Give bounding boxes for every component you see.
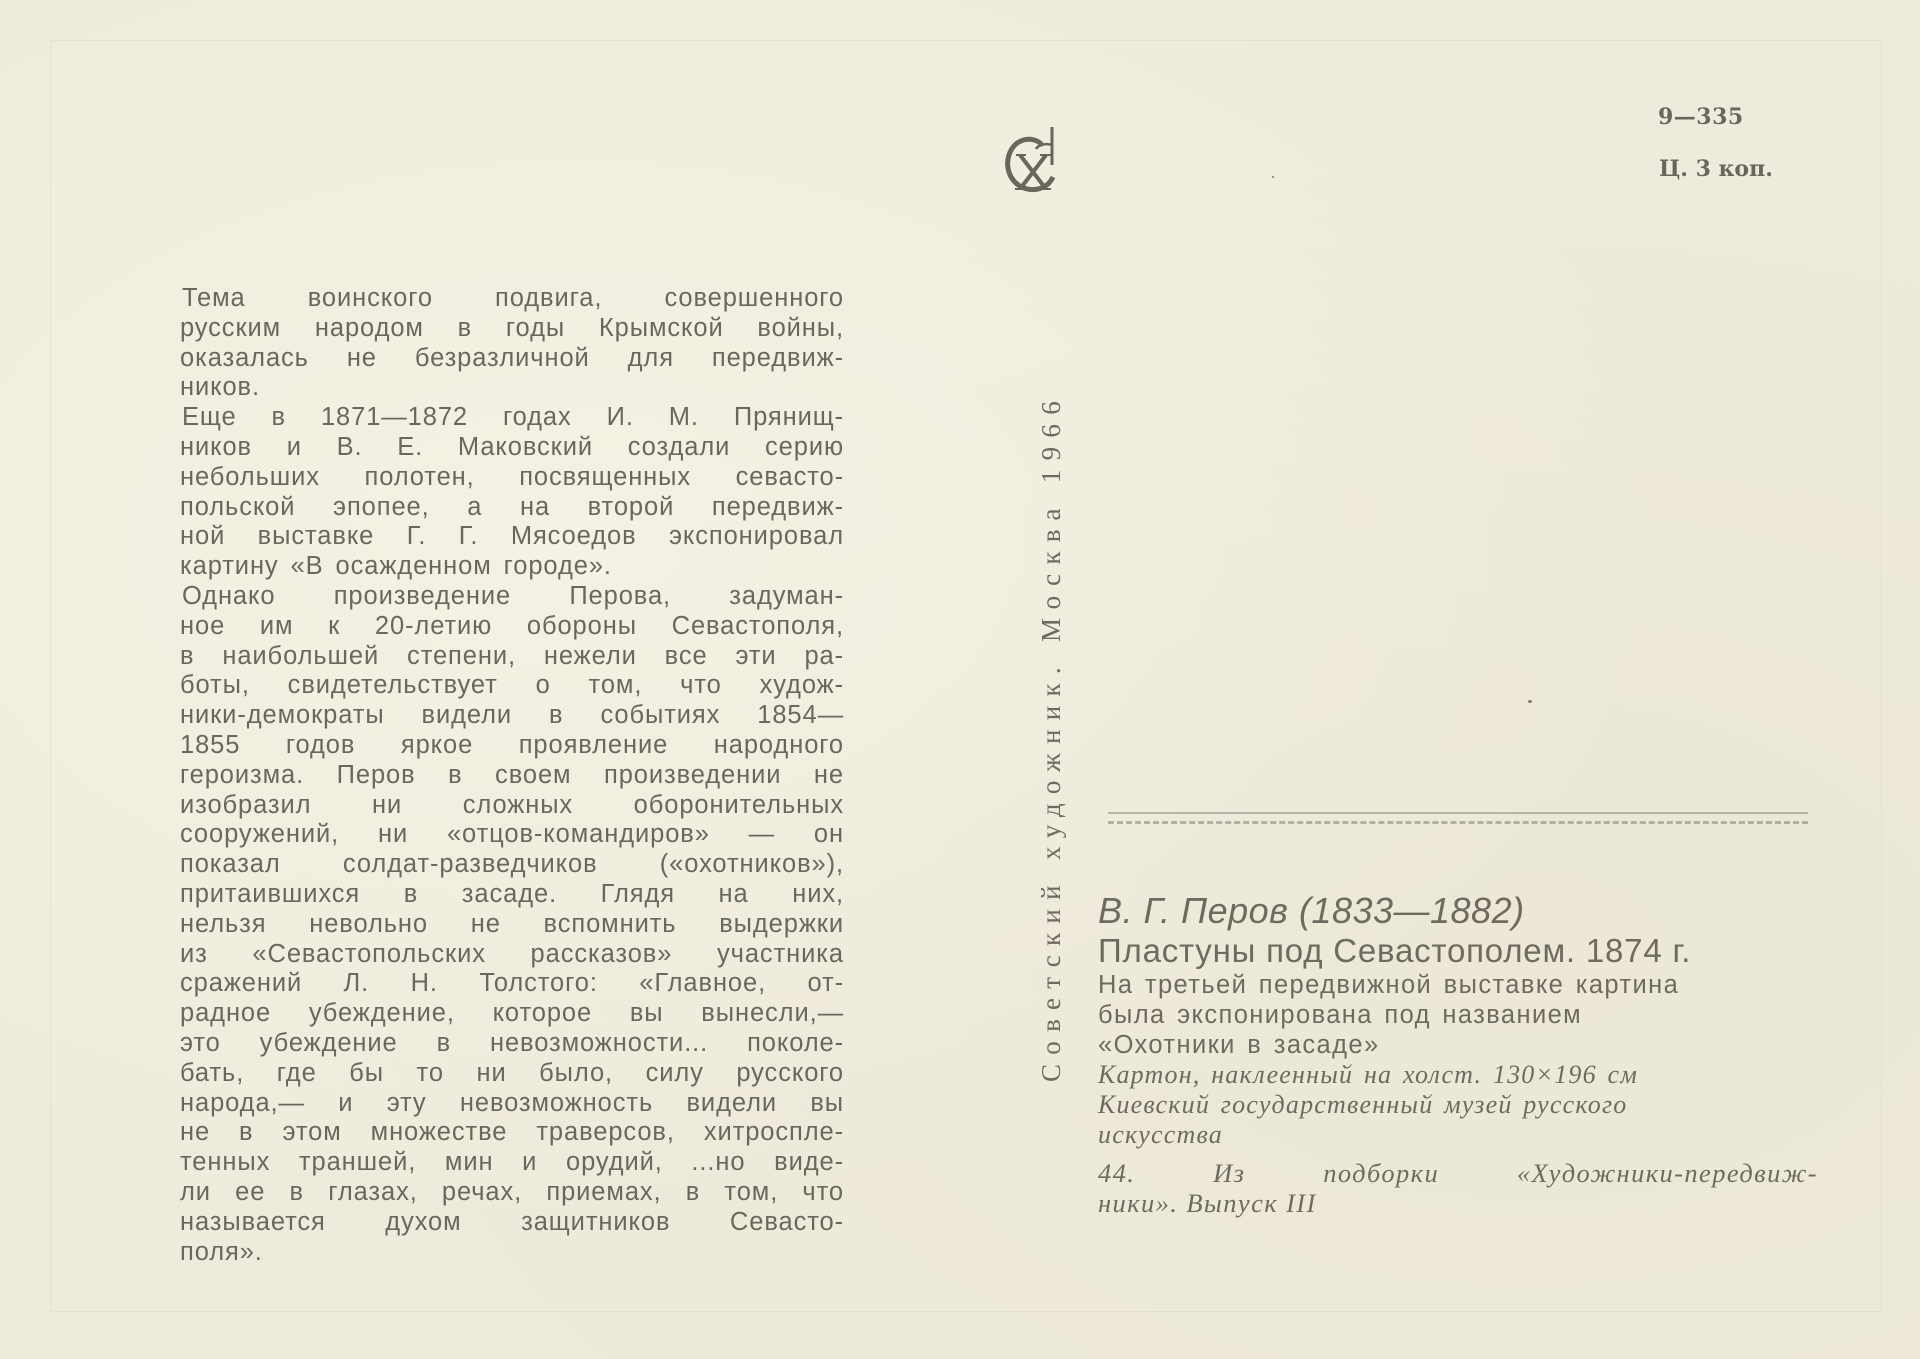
- publisher-line: Советский художник. Москва 1966: [1036, 391, 1066, 1082]
- address-line: [1108, 812, 1808, 814]
- description-line: радное убеждение, которое вы вынесли,—: [180, 999, 844, 1028]
- description-line: изобразил ни сложных оборонительных: [180, 790, 844, 819]
- description-line: из «Севастопольских рассказов» участника: [180, 939, 844, 968]
- description-text: [180, 284, 844, 1267]
- museum-name: [1098, 1090, 1818, 1150]
- museum-line: Киевский государственный музей русского: [1098, 1090, 1628, 1119]
- address-line-dashed: [1108, 821, 1808, 824]
- description-line: ников.: [180, 373, 260, 402]
- catalog-code: 9—335: [1658, 104, 1744, 130]
- description-line: ное им к 20-летию обороны Севастополя,: [180, 611, 844, 640]
- description-line: ли ее в глазах, речах, приемах, в том, что: [180, 1177, 844, 1206]
- description-line: Однако произведение Перова, задуман-: [182, 581, 844, 610]
- note-line: была экспонирована под названием: [1098, 1001, 1583, 1029]
- description-line: бать, где бы то ни было, силу русского: [180, 1058, 844, 1087]
- description-line: ников и В. Е. Маковский создали серию: [180, 432, 844, 461]
- artwork-caption: [1098, 890, 1818, 1218]
- description-line: Еще в 1871—1872 годах И. М. Прянищ-: [182, 403, 844, 432]
- description-line: тенных траншей, мин и орудий, ...но виде-: [180, 1148, 844, 1177]
- artwork-title: Пластуны под Севастополем. 1874 г.: [1098, 932, 1692, 969]
- description-line: оказалась не безразличной для передвиж-: [180, 343, 844, 372]
- description-line: ники-демократы видели в событиях 1854—: [180, 701, 844, 730]
- artist-name: В. Г. Перов (1833—1882): [1098, 890, 1525, 931]
- description-line: героизма. Перов в своем произведении не: [180, 760, 844, 789]
- series-info: [1098, 1158, 1818, 1218]
- museum-line: искусства: [1098, 1120, 1224, 1149]
- description-line: показал солдат-разведчиков («охотников»),: [180, 850, 844, 879]
- description-line: русским народом в годы Крымской войны,: [180, 313, 844, 342]
- description-line: Тема воинского подвига, совершенного: [182, 284, 844, 312]
- description-line: нельзя невольно не вспомнить выдержки: [180, 909, 844, 938]
- description-line: ной выставке Г. Г. Мясоедов экспонировал: [180, 522, 844, 551]
- paper-speck: [1528, 700, 1532, 703]
- publisher-logo-icon: [998, 115, 1064, 199]
- note-line: «Охотники в засаде»: [1098, 1031, 1380, 1059]
- description-line: 1855 годов яркое проявление народного: [180, 730, 844, 759]
- exhibition-note: [1098, 970, 1818, 1060]
- description-line: не в этом множестве траверсов, хитроспле-: [180, 1118, 844, 1147]
- paper-speck: [1272, 176, 1274, 178]
- description-line: польской эпопее, а на второй передвиж-: [180, 492, 844, 521]
- description-line: боты, свидетельствует о том, что худож-: [180, 671, 844, 700]
- description-line: сражений Л. Н. Толстого: «Главное, от-: [180, 969, 844, 998]
- description-line: сооружений, ни «отцов-командиров» — он: [180, 820, 844, 849]
- description-line: картину «В осажденном городе».: [180, 552, 612, 581]
- description-line: народа,— и эту невозможность видели вы: [180, 1088, 844, 1117]
- note-line: На третьей передвижной выставке картина: [1098, 971, 1680, 999]
- description-line: притаившихся в засаде. Глядя на них,: [180, 879, 844, 908]
- series-line: 44. Из подборки «Художники-передвиж-: [1098, 1158, 1818, 1188]
- description-line: называется духом защитников Севасто-: [180, 1207, 844, 1236]
- artwork-medium: Картон, наклеенный на холст. 130×196 см: [1098, 1060, 1639, 1089]
- description-line: поля».: [180, 1237, 263, 1266]
- series-line: ники». Выпуск III: [1098, 1188, 1317, 1218]
- description-line: в наибольшей степени, нежели все эти ра-: [180, 641, 844, 670]
- description-line: это убеждение в невозможности... поколе-: [180, 1028, 844, 1057]
- description-line: небольших полотен, посвященных севасто-: [180, 462, 844, 491]
- price-label: Ц. 3 коп.: [1659, 156, 1773, 182]
